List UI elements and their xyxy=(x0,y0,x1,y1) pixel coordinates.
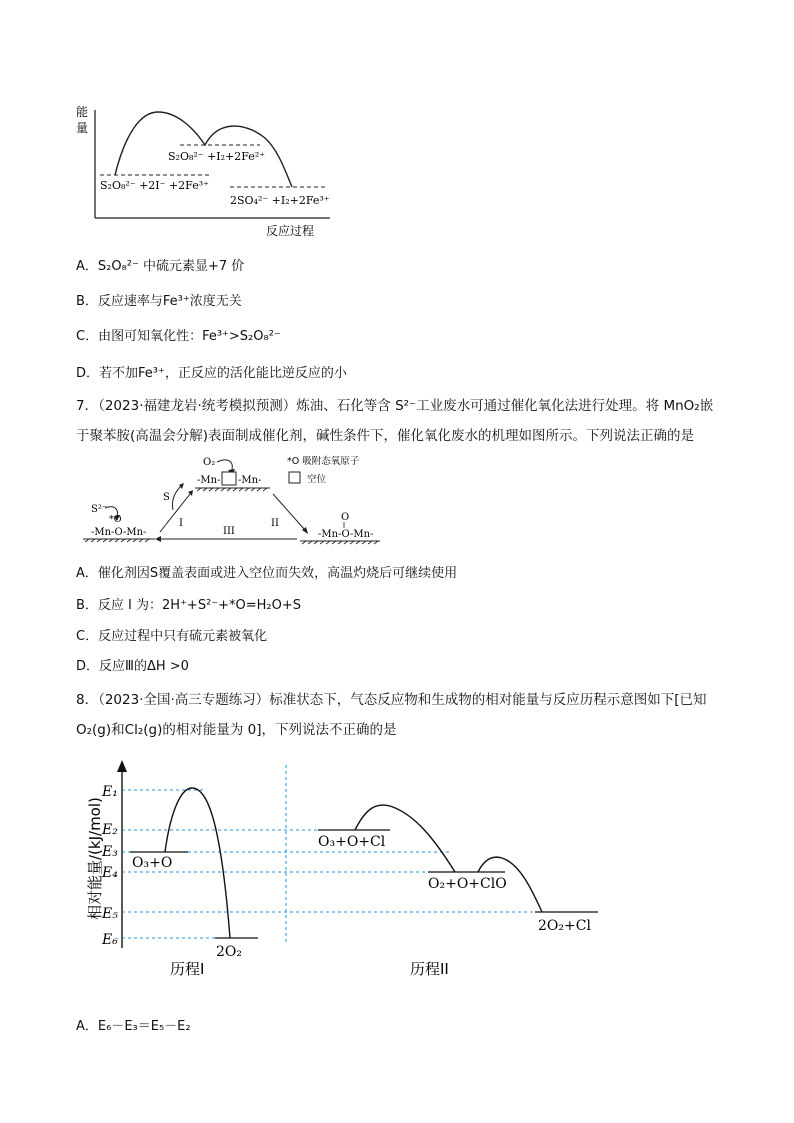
species-o3-o-cl: O₃+O+Cl xyxy=(318,834,386,850)
vacancy-box xyxy=(222,472,236,485)
q7-option-d: D．反应Ⅲ的ΔH >0 xyxy=(76,659,189,674)
e4-label: E₄ xyxy=(102,865,118,881)
s2-label: S²⁻ xyxy=(91,504,108,515)
species-2o2-cl: 2O₂+Cl xyxy=(538,918,591,934)
q7-stem-line1: 7．（2023·福建龙岩·统考模拟预测）炼油、石化等含 S²⁻工业废水可通过催化氧化法进行处理。将 MnO₂嵌 xyxy=(76,398,714,414)
s-label: S xyxy=(163,492,170,503)
step3-label: III xyxy=(223,526,235,537)
step2-label: II xyxy=(271,518,279,529)
q7-option-a: A．催化剂因S覆盖表面或进入空位而失效，高温灼烧后可继续使用 xyxy=(76,566,458,581)
product-label: 2SO₄²⁻ +I₂+2Fe³⁺ xyxy=(230,194,330,207)
x-axis-label: 反应过程 xyxy=(266,224,315,238)
catalysis-mechanism-diagram xyxy=(75,450,395,550)
y-axis-label-2: 量 xyxy=(76,121,89,135)
o2-label: O₂ xyxy=(203,457,216,468)
q8-option-a: A．E₆－E₃＝E₅－E₂ xyxy=(76,1019,191,1034)
q8-stem-line2: O₂(g)和Cl₂(g)的相对能量为 0]，下列说法不正确的是 xyxy=(76,722,397,738)
y-axis-label-1: 能 xyxy=(76,105,89,119)
surface-top-left: -Mn- xyxy=(197,475,221,486)
o-right-label: O xyxy=(341,512,350,523)
e2-label: E₂ xyxy=(102,822,118,838)
surface-top-right: -Mn- xyxy=(238,475,262,486)
legend-vacancy-box xyxy=(289,472,300,483)
q7-option-c: C．反应过程中只有硫元素被氧化 xyxy=(76,629,268,644)
surface-left: -Mn-O-Mn- xyxy=(91,527,147,538)
relative-energy-diagram-q8 xyxy=(70,760,630,990)
q6-option-a: A．S₂O₈²⁻ 中硫元素显+7 价 xyxy=(76,259,245,274)
e1-label: E₁ xyxy=(102,784,118,800)
e5-label: E₅ xyxy=(102,906,118,922)
q6-option-c: C．由图可知氧化性：Fe³⁺>S₂O₈²⁻ xyxy=(76,329,281,344)
surface-right: -Mn-O-Mn- xyxy=(318,529,374,540)
path1-label: 历程I xyxy=(170,960,205,978)
step1-label: I xyxy=(179,518,183,529)
legend-adsorbed-o: *O 吸附态氧原子 xyxy=(287,456,360,467)
legend-vacancy: 空位 xyxy=(307,474,327,485)
e3-label: E₃ xyxy=(102,844,118,860)
y-axis-label: 相对能量/(kJ/mol) xyxy=(86,797,104,920)
path2-label: 历程II xyxy=(410,960,449,978)
q6-option-b: B．反应速率与Fe³⁺浓度无关 xyxy=(76,294,242,309)
star-o-label: *O xyxy=(109,514,122,525)
species-o3-o: O₃+O xyxy=(132,855,173,871)
q7-stem-line2: 于聚苯胺(高温会分解)表面制成催化剂，碱性条件下，催化氧化废水的机理如图所示。下列说法正确的是 xyxy=(76,428,695,444)
intermediate-label: S₂O₈²⁻ +I₂+2Fe²⁺ xyxy=(168,150,266,163)
q8-stem-line1: 8．（2023·全国·高三专题练习）标准状态下，气态反应物和生成物的相对能量与反应历程示意图如下[已知 xyxy=(76,692,707,708)
species-2o2-path1: 2O₂ xyxy=(216,944,242,960)
q7-option-b: B．反应 I 为：2H⁺+S²⁻+*O=H₂O+S xyxy=(76,598,302,613)
energy-diagram-q6 xyxy=(70,90,340,240)
species-o2-o-clo: O₂+O+ClO xyxy=(428,876,507,892)
reactant-label: S₂O₈²⁻ +2I⁻ +2Fe³⁺ xyxy=(100,179,209,192)
q6-option-d: D．若不加Fe³⁺，正反应的活化能比逆反应的小 xyxy=(76,366,347,381)
e6-label: E₆ xyxy=(102,932,118,948)
